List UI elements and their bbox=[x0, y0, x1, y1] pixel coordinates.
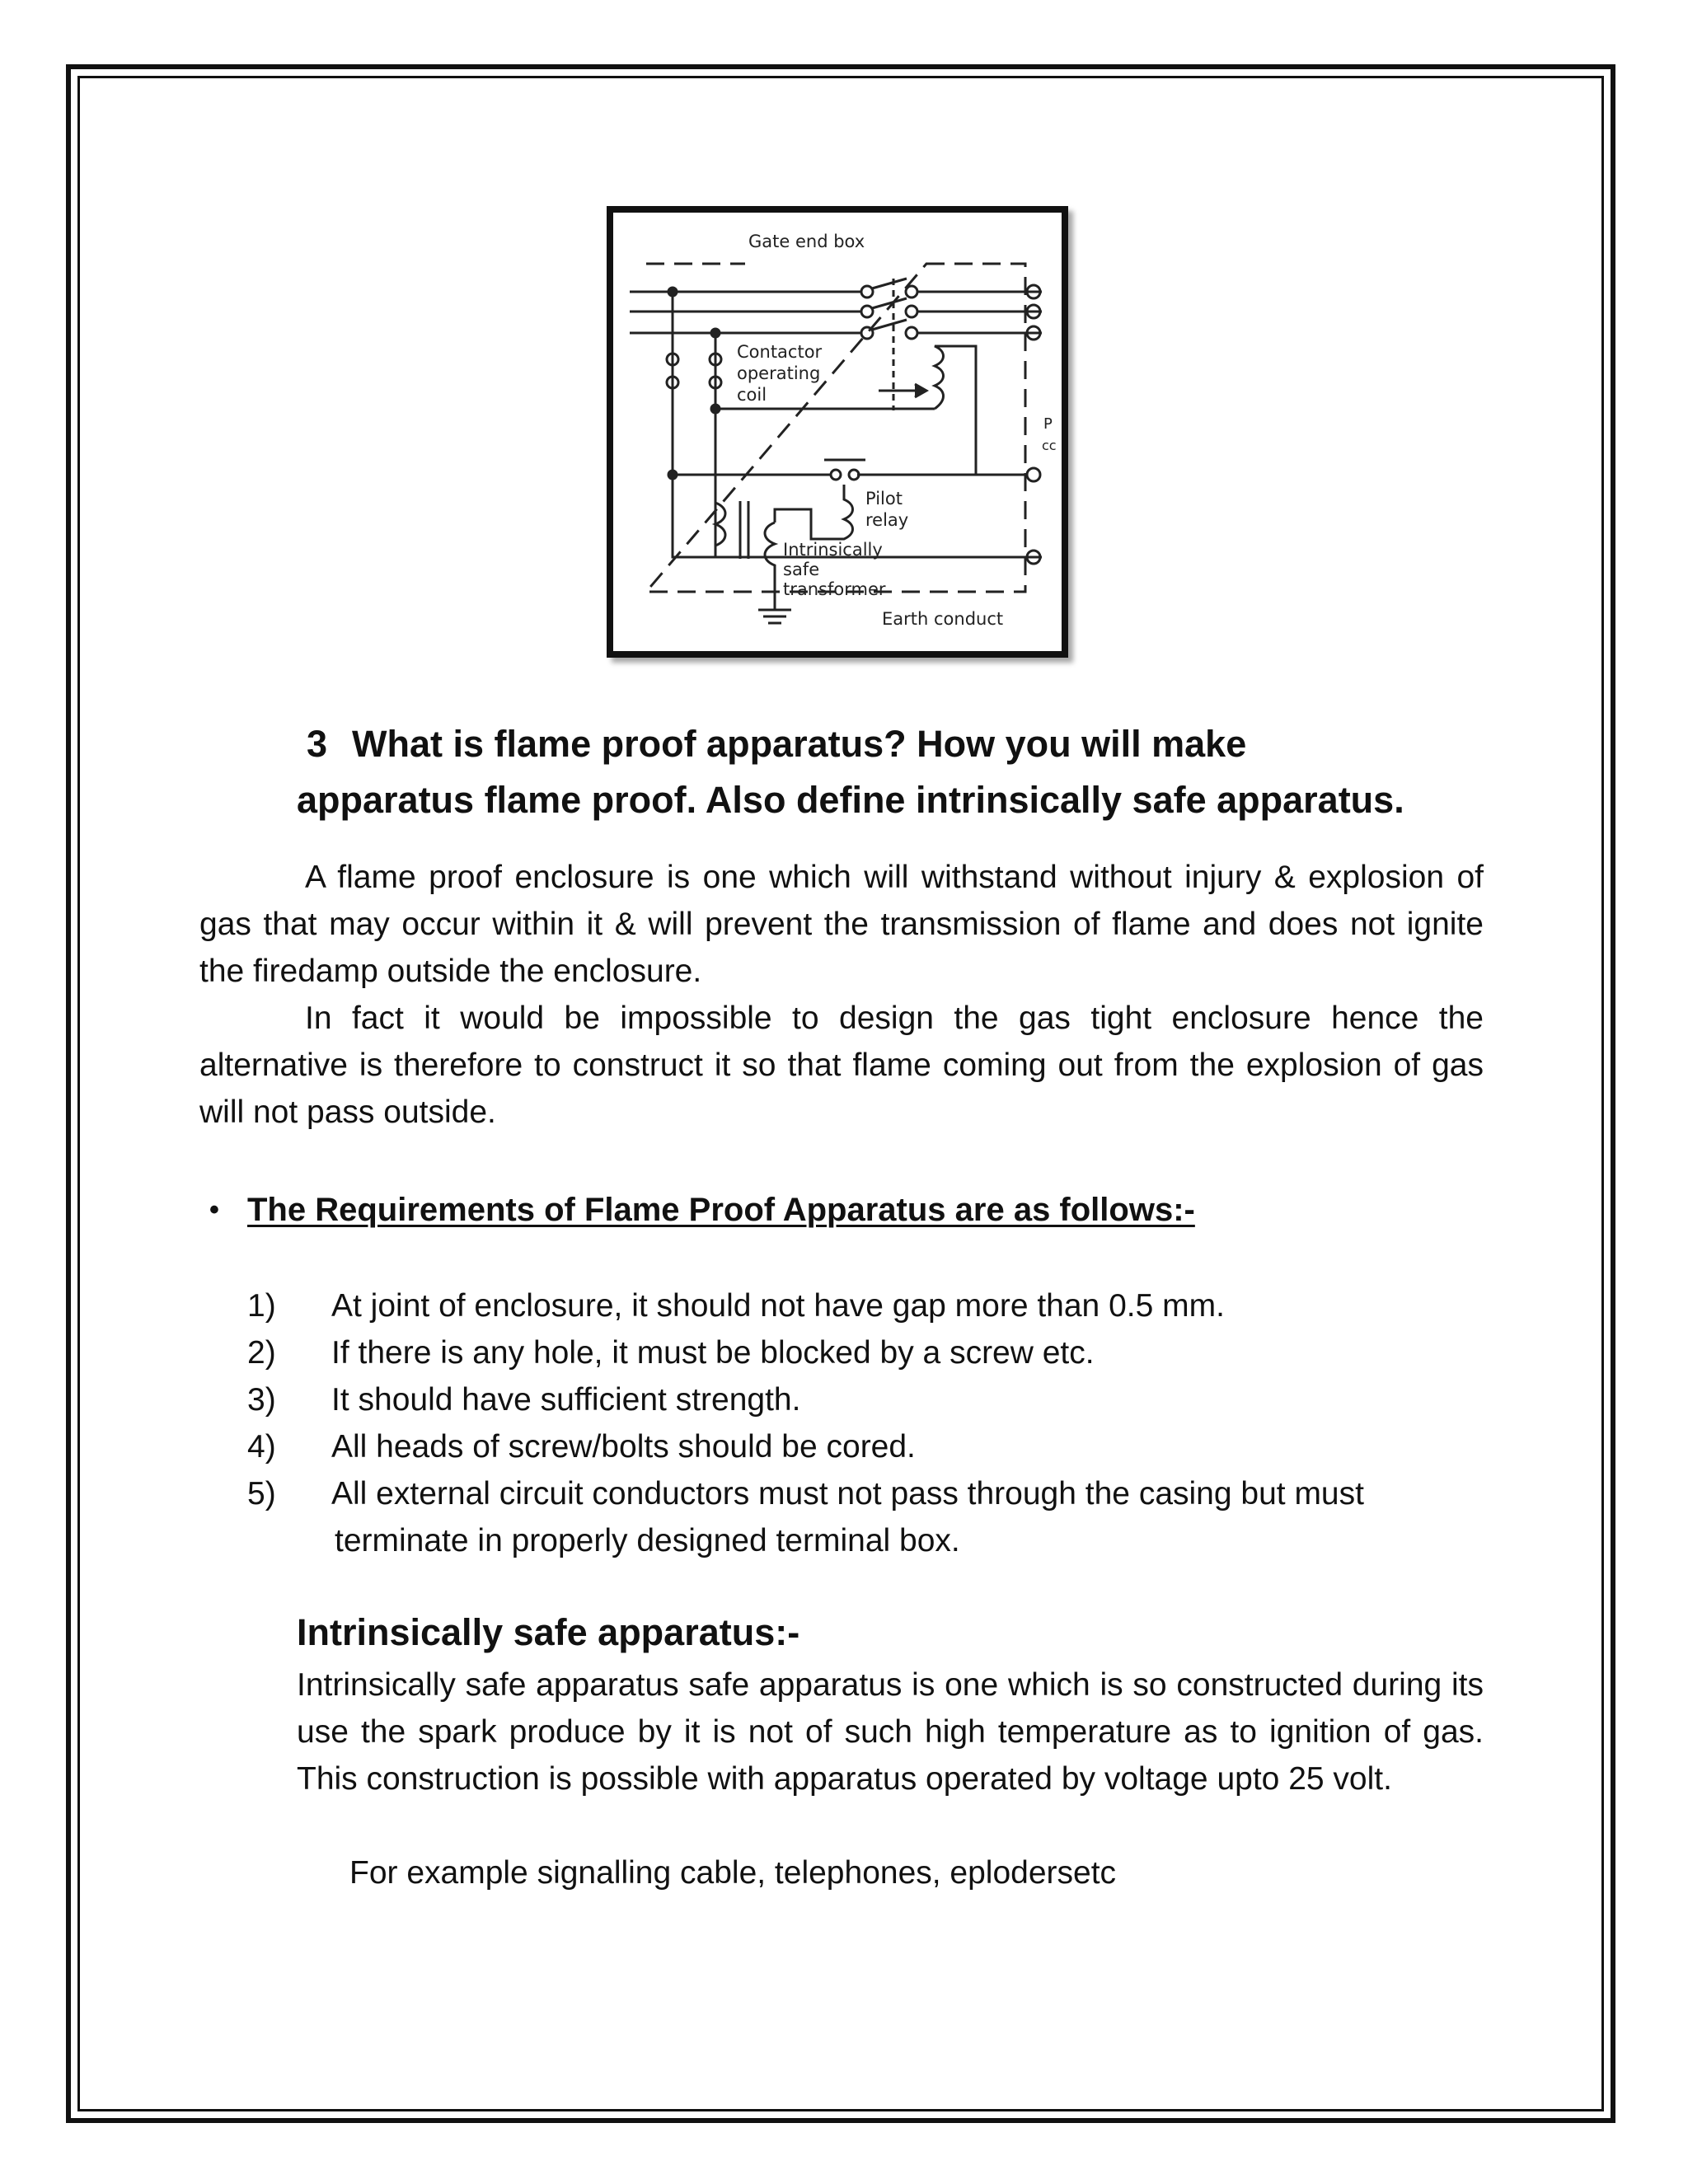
label-contactor: Contactor bbox=[737, 342, 823, 362]
label-operating: operating bbox=[737, 363, 821, 383]
question-heading-line-1 bbox=[297, 720, 1467, 768]
bullet-icon: • bbox=[209, 1194, 219, 1226]
label-cut-p: P bbox=[1043, 415, 1053, 433]
paragraph-gas-tight: In fact it would be impossible to design the gas tight enclosure hence the alternative is therefore to construct it so that flame coming out from the explosion of gas will not pass outside. bbox=[199, 1001, 1484, 1130]
list-item bbox=[247, 1470, 1492, 1517]
intrinsic-heading: Intrinsically safe apparatus:- bbox=[297, 1611, 800, 1653]
list-item bbox=[247, 1329, 1492, 1376]
list-item-number: 3) bbox=[247, 1382, 276, 1418]
list-item-text: All external circuit conductors must not pass through the casing but must bbox=[331, 1476, 1364, 1511]
list-item-text: If there is any hole, it must be blocked by a screw etc. bbox=[331, 1335, 1095, 1371]
left-feed bbox=[673, 292, 1042, 557]
list-item-number: 1) bbox=[247, 1288, 276, 1324]
pilot-relay-coil bbox=[811, 485, 853, 539]
gate-end-box-diagram bbox=[607, 206, 1068, 658]
intrinsic-example: For example signalling cable, telephones, eplodersetc bbox=[349, 1855, 1117, 1891]
requirements-list bbox=[247, 1282, 1492, 1564]
label-relay: relay bbox=[865, 510, 909, 530]
label-intrinsically: Intrinsically bbox=[783, 540, 883, 560]
label-transformer: transformer bbox=[783, 579, 886, 599]
list-item bbox=[247, 1282, 1492, 1329]
list-item-number: 4) bbox=[247, 1429, 276, 1465]
paragraph-flame-proof-definition: A flame proof enclosure is one which will withstand without injury & explosion of gas that may occur within it & will prevent the transmission of flame and does not ignite the firedamp outside the enclosure. bbox=[199, 860, 1484, 989]
list-item bbox=[247, 1376, 1492, 1423]
question-line-1: What is flame proof apparatus? How you will make bbox=[352, 723, 1247, 765]
label-cut-c: cc bbox=[1042, 438, 1057, 453]
transformer-core bbox=[740, 501, 748, 559]
question-line-2: apparatus flame proof. Also define intrinsically safe apparatus. bbox=[297, 779, 1404, 821]
fuses bbox=[667, 354, 721, 388]
list-item-text: All heads of screw/bolts should be cored. bbox=[331, 1429, 916, 1465]
outgoing-terminals bbox=[1027, 285, 1040, 564]
transformer-primary bbox=[715, 493, 725, 557]
list-item-number: 2) bbox=[247, 1335, 276, 1371]
list-item-text: It should have sufficient strength. bbox=[331, 1382, 801, 1418]
requirements-title-text: The Requirements of Flame Proof Apparatus are as follows:- bbox=[247, 1192, 1195, 1228]
list-item-number: 5) bbox=[247, 1476, 276, 1511]
question-number: 3 bbox=[307, 723, 328, 765]
circuit-svg bbox=[613, 213, 1062, 651]
label-pilot: Pilot bbox=[865, 489, 903, 509]
label-safe: safe bbox=[783, 560, 820, 579]
label-coil: coil bbox=[737, 385, 767, 405]
list-item-continuation: terminate in properly designed terminal box. bbox=[335, 1523, 960, 1558]
requirements-title bbox=[209, 1187, 1195, 1233]
question-heading-line-2 bbox=[297, 776, 1467, 824]
list-item-text: At joint of enclosure, it should not have gap more than 0.5 mm. bbox=[331, 1288, 1225, 1324]
label-gate-end-box: Gate end box bbox=[748, 232, 865, 251]
list-item bbox=[247, 1423, 1492, 1470]
label-earth-conductor: Earth conduct bbox=[882, 609, 1004, 629]
intrinsic-body: Intrinsically safe apparatus safe apparatus is one which is so constructed during its use the spark produce by it is not of such high temperature as to ignition of gas. This construction is possible with apparatus operated by voltage upto 25 volt. bbox=[297, 1667, 1484, 1797]
